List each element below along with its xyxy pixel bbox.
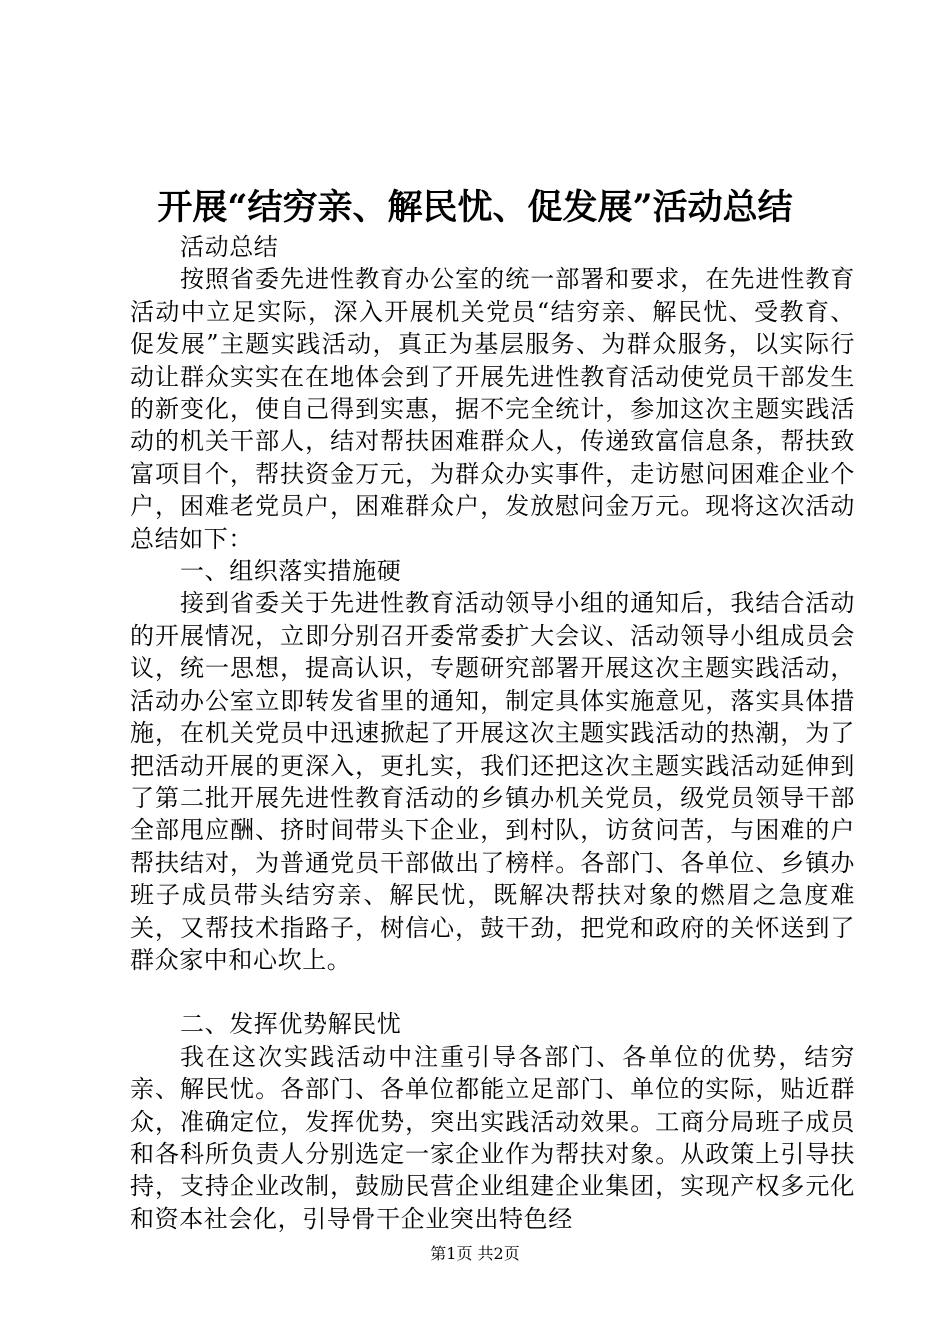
document-body [130,231,855,1235]
paragraph-gap [130,976,855,1008]
section-1-heading: 一、组织落实措施硬 [180,557,402,586]
document-title: 开展“结穷亲、解民忧、促发展”活动总结 [157,187,793,228]
section-1-paragraph: 接到省委关于先进性教育活动领导小组的通知后，我结合活动的开展情况，立即分别召开委常委扩大会议、活动领导小组成员会议，统一思想，提高认识，专题研究部署开展这次主题实践活动，活动办公室立即转发省里的通知，制定具体实施意见，落实具体措施，在机关党员中迅速掀起了开展这次主题实践活动的热潮，为了把活动开展的更深入，更扎实，我们还把这次主题实践活动延伸到了第二批开展先进性教育活动的乡镇办机关党员，级党员领导干部全部甩应酬、挤时间带头下企业，到村队，访贫问苦，与困难的户帮扶结对，为普通党员干部做出了榜样。各部门、各单位、乡镇办班子成员带头结穷亲、解民忧，既解决帮扶对象的燃眉之急度难关，又帮技术指路子，树信心，鼓干劲，把党和政府的关怀送到了群众家中和心坎上。 [130,589,855,974]
intro-paragraph: 按照省委先进性教育办公室的统一部署和要求，在先进性教育活动中立足实际，深入开展机关党员“结穷亲、解民忧、受教育、促发展”主题实践活动，真正为基层服务、为群众服务，以实际行动让群众实实在在地体会到了开展先进性教育活动使党员干部发生的新变化，使自己得到实惠，据不完全统计，参加这次主题实践活动的机关干部人，结对帮扶困难群众人，传递致富信息条，帮扶致富项目个，帮扶资金万元，为群众办实事件，走访慰问困难企业个户，困难老党员户，困难群众户，发放慰问金万元。现将这次活动总结如下： [130,265,855,553]
document-subtitle: 活动总结 [180,233,279,261]
page-number-footer: 第1页 共2页 [430,1244,520,1263]
section-2-heading: 二、发挥优势解民忧 [180,1010,402,1039]
section-2-paragraph: 我在这次实践活动中注重引导各部门、各单位的优势，结穷亲、解民忧。各部门、各单位都能立足部门、单位的实际，贴近群众，准确定位，发挥优势，突出实践活动效果。工商分局班子成员和各科所负责人分别选定一家企业作为帮扶对象。从政策上引导扶持，支持企业改制，鼓励民营企业组建企业集团，实现产权多元化和资本社会化，引导骨干企业突出特色经 [130,1042,855,1233]
